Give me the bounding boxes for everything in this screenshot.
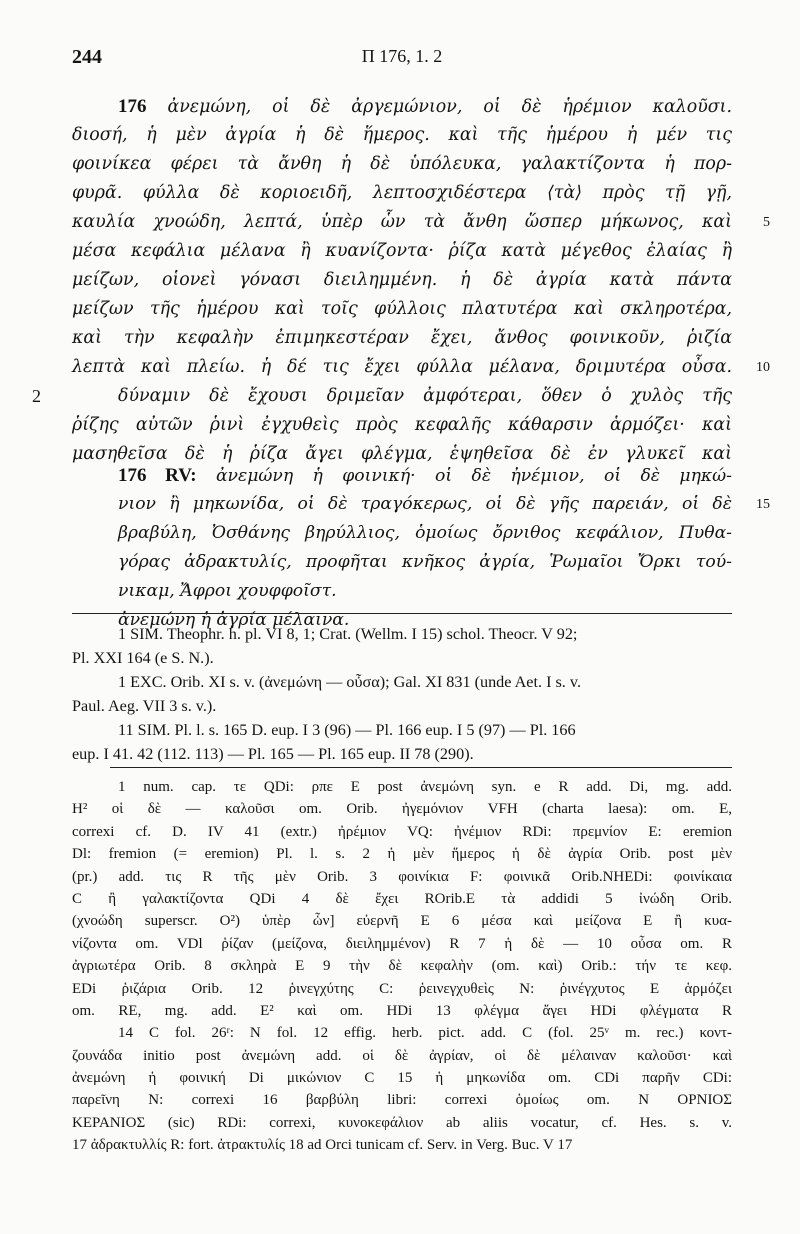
apparatus-line: (χνοώδη superscr. O²) ὑπὲρ ὧν] εὐερνῆ E 6 μέσα καὶ μείζονα E ἢ κυα- bbox=[72, 913, 732, 930]
apparatus-line: H² οἱ δὲ — καλοῦσι om. Orib. ἠγεμόνιον VFH (charta laesa): om. E, bbox=[72, 801, 732, 818]
apparatus-line: (pr.) add. τις R τῆς μὲν Orib. 3 φοινίκια F: φοινικᾶ Orib.NHEDi: φοινίκαια bbox=[72, 868, 732, 885]
source-line: 1 SIM. Theophr. h. pl. VI 8, 1; Crat. (Wellm. I 15) schol. Theocr. V 92; bbox=[118, 625, 578, 643]
apparatus-line: correxi cf. D. IV 41 (extr.) ἠρέμιον VQ: ἠνέμιον RDi: πρεμνίον E: eremion bbox=[72, 823, 732, 840]
source-line: 11 SIM. Pl. l. s. 165 D. eup. I 3 (96) — Pl. 166 eup. I 5 (97) — Pl. 166 bbox=[118, 721, 576, 739]
chapter-number: 176 bbox=[118, 96, 147, 117]
line-text: δύναμιν δὲ ἔχουσι δριμεῖαν ἀμφότεραι, ὅθεν ὁ χυλὸς τῆς bbox=[118, 386, 732, 406]
source-line: eup. I 41. 42 (112. 113) — Pl. 165 — Pl. 165 eup. II 78 (290). bbox=[72, 745, 474, 763]
text-line bbox=[72, 411, 732, 440]
line-text: μείζων τῆς ἡμέρου καὶ τοῖς φύλλοις πλατυτέρα καὶ σκληροτέρα, bbox=[72, 299, 732, 319]
sources-apparatus bbox=[72, 622, 732, 766]
apparatus-line: ἀνεμώνη ἡ φοινική Di μικώνιον C 15 ἡ μηκωνίδα om. CDi παρῆν CDi: bbox=[72, 1070, 732, 1087]
apparatus-line: νίζοντα om. VDl ῥίζαν (μείζονα, διειλημμένον) R 7 ἡ δὲ — 10 οὖσα om. R bbox=[72, 935, 732, 952]
apparatus-line: 17 ἀδρακτυλλίς R: fort. ἀτρακτυλίς 18 ad Orci tunicam cf. Serv. in Verg. Buc. V 17 bbox=[72, 1137, 573, 1154]
line-text: νικαμ, Ἄφροι χουφφοῖστ. bbox=[118, 581, 337, 601]
line-text: μασηθεῖσα δὲ ἡ ῥίζα ἄγει φλέγμα, ἑψηθεῖσα δὲ ἐν γλυκεῖ καὶ bbox=[72, 444, 732, 464]
line-number: 15 bbox=[756, 497, 770, 512]
line-text: φυρᾶ. φύλλα δὲ κοριοειδῆ, λεπτοσχιδέστερα ⟨τὰ⟩ πρὸς τῇ γῇ, bbox=[72, 183, 732, 203]
text-line bbox=[72, 519, 732, 548]
apparatus-line: Dl: fremion (= eremion) Pl. l. s. 2 ἡ μὲν ἥμερος ἡ δὲ ἀγρία Orib. post μὲν bbox=[72, 846, 732, 863]
line-text: γόρας ἀδρακτυλίς, προφῆται κνῆκος ἀγρία, Ῥωμαῖοι Ὄρκι τού- bbox=[118, 552, 732, 572]
apparatus-line: 1 num. cap. τε QDi: ρπε E post ἀνεμώνη syn. e R add. Di, mg. add. bbox=[118, 779, 732, 795]
line-text: καυλία χνοώδη, λεπτά, ὑπὲρ ὧν τὰ ἄνθη ὥσπερ μήκωνος, καὶ bbox=[72, 212, 732, 232]
text-line bbox=[72, 92, 732, 121]
line-text: μέσα κεφάλια μέλανα ἢ κυανίζοντα· ῥίζα κατὰ μέγεθος ἐλαίας ἢ bbox=[72, 241, 732, 261]
apparatus-line: ζουνάδα initio post ἀνεμώνη add. οἱ δὲ ἀγρίαν, οἱ δὲ μέλαιναν καλοῦσι· καὶ bbox=[72, 1047, 732, 1064]
line-text: καὶ τὴν κεφαλὴν ἐπιμηκεστέραν ἔχει, ἄνθος φοινικοῦν, ῥιζία bbox=[72, 328, 732, 348]
source-line: Pl. XXI 164 (e S. N.). bbox=[72, 649, 214, 667]
line-text: ἀνεμώνη ἡ ἀγρία μέλαινα. bbox=[118, 610, 350, 630]
text-line bbox=[72, 548, 732, 577]
page-header bbox=[72, 46, 732, 76]
critical-apparatus-divider bbox=[110, 767, 732, 768]
text-line bbox=[72, 353, 770, 382]
apparatus-line: om. RE, mg. add. E² καὶ om. HDi 13 φλέγμα ἄγει HDi φλέγματα R bbox=[72, 1002, 732, 1019]
text-line bbox=[72, 150, 732, 179]
line-text: λεπτὰ καὶ πλείω. ἡ δέ τις ἔχει φύλλα μέλανα, δριμυτέρα οὖσα. bbox=[72, 357, 732, 377]
line-text: βραβύλη, Ὀσθάνης βηρύλλιος, ὁμοίως ὄρνιθος κεφάλιον, Πυθα- bbox=[118, 523, 732, 543]
section-number: 2 bbox=[32, 386, 41, 406]
text-line bbox=[72, 266, 732, 295]
line-text: ἀνεμώνη ἡ φοινική· οἱ δὲ ἠνέμιον, οἱ δὲ μηκώ- bbox=[196, 466, 732, 486]
apparatus-line: ΚΕΡΑΝΙΟΣ (sic) RDi: correxi, κυνοκεφάλιον ab aliis vocatur, cf. Hes. s. v. bbox=[72, 1114, 732, 1131]
critical-apparatus bbox=[72, 776, 732, 1157]
source-line: Paul. Aeg. VII 3 s. v.). bbox=[72, 697, 217, 715]
main-text bbox=[32, 92, 770, 469]
rv-recension-text bbox=[72, 461, 770, 635]
line-text: νιον ἢ μηκωνίδα, οἱ δὲ τραγόκερως, οἱ δὲ γῆς παρειάν, οἱ δὲ bbox=[118, 494, 732, 514]
apparatus-line: C ἢ γαλακτίζοντα QDi 4 δὲ ἔχει ROrib.E τὰ addidi 5 ἰνώδη Orib. bbox=[72, 890, 732, 907]
text-line bbox=[72, 577, 732, 606]
apparatus-line: 14 C fol. 26ʳ: N fol. 12 effig. herb. pict. add. C (fol. 25ᵛ m. rec.) κοντ- bbox=[118, 1025, 732, 1042]
page-number: 244 bbox=[72, 46, 102, 68]
apparatus-line: ἀγριωτέρα Orib. 8 σκληρὰ E 9 τὴν δὲ κεφαλὴν (om. καὶ) Orib.: τήν τε κεφ. bbox=[72, 958, 732, 975]
line-text: διοσή, ἡ μὲν ἀγρία ἡ δὲ ἥμερος. καὶ τῆς ἡμέρου ἡ μέν τις bbox=[72, 125, 732, 145]
line-text: μείζων, οἱονεὶ γόνασι διειλημμένη. ἡ δὲ ἀγρία κατὰ πάντα bbox=[72, 270, 732, 290]
source-line: 1 EXC. Orib. XI s. v. (ἀνεμώνη — οὖσα); Gal. XI 831 (unde Aet. I s. v. bbox=[118, 673, 581, 691]
running-head: Π 176, 1. 2 bbox=[361, 46, 443, 66]
line-text: φοινίκεα φέρει τὰ ἄνθη ἡ δὲ ὑπόλευκα, γαλακτίζοντα ἡ πορ- bbox=[72, 154, 732, 174]
line-number: 10 bbox=[756, 360, 770, 375]
line-text: ῥίζης αὐτῶν ῥινὶ ἐγχυθεὶς πρὸς κεφαλῆς κάθαρσιν ἁρμόζει· καὶ bbox=[72, 415, 732, 435]
text-line bbox=[72, 121, 732, 150]
text-line bbox=[72, 490, 770, 519]
line-text: ἀνεμώνη, οἱ δὲ ἀργεμώνιον, οἱ δὲ ἡρέμιον καλοῦσι. bbox=[146, 97, 732, 117]
sources-divider bbox=[72, 613, 732, 614]
line-number: 5 bbox=[763, 215, 770, 230]
chapter-number: 176 RV: bbox=[118, 465, 197, 486]
apparatus-line: παρεῖνη N: correxi 16 βαρβύλη libri: correxi ὁμοίως om. N ΟΡΝΙΟΣ bbox=[72, 1092, 732, 1109]
text-line bbox=[32, 382, 732, 411]
apparatus-line: EDi ῥιζάρια Orib. 12 ῥινεγχύτης C: ῥεινεγχυθεὶς N: ῥινέγχυτος E ἁρμόζει bbox=[72, 980, 732, 997]
text-line bbox=[72, 179, 732, 208]
text-line bbox=[72, 208, 770, 237]
text-line bbox=[72, 461, 732, 490]
text-line bbox=[72, 295, 732, 324]
text-line bbox=[72, 324, 732, 353]
text-line bbox=[72, 237, 732, 266]
